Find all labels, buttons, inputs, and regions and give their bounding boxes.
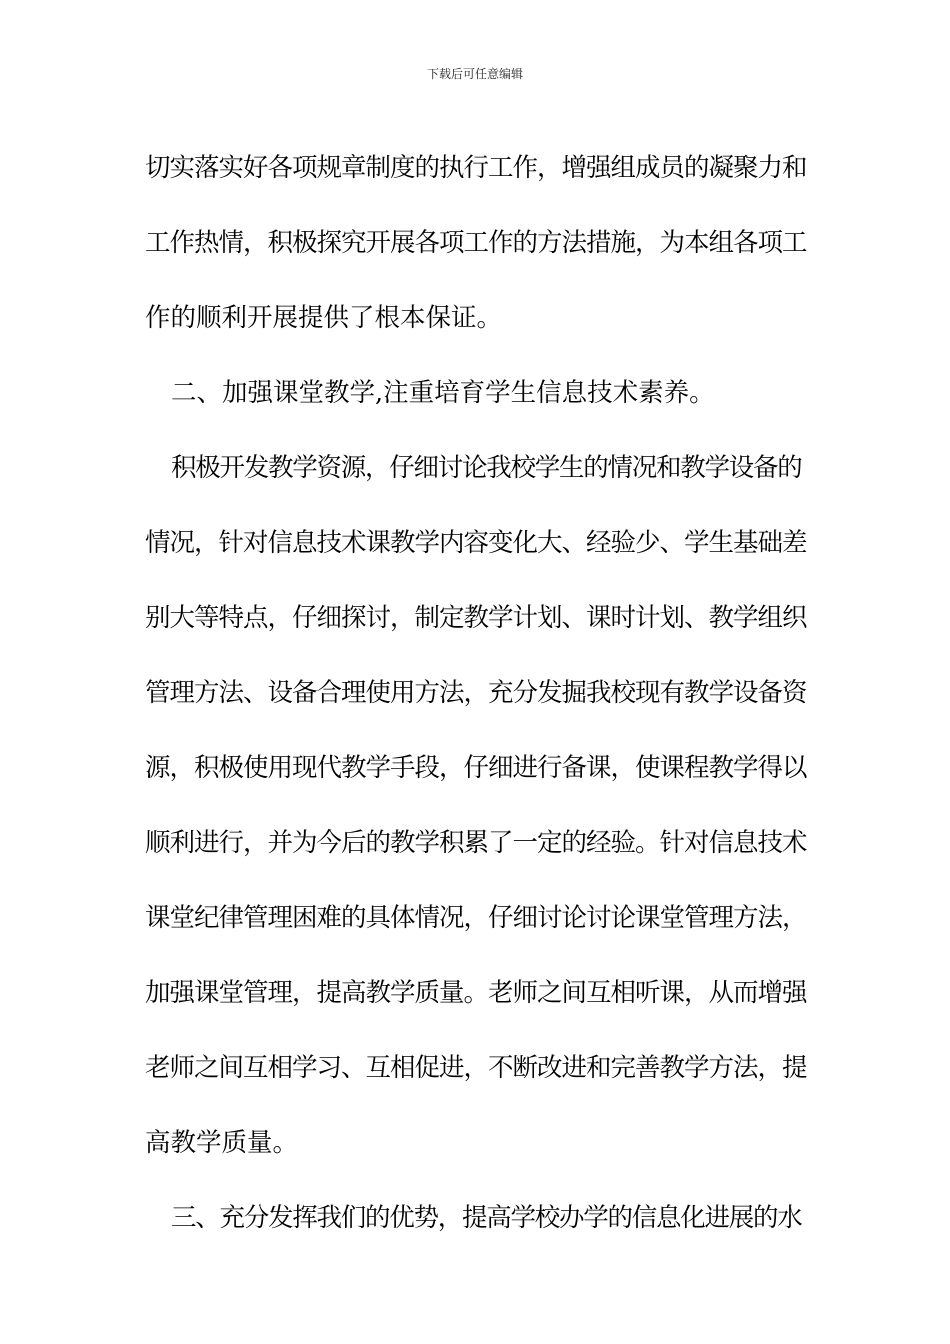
page-header-note: 下载后可任意编辑 (426, 67, 523, 81)
paragraph-line: 作的顺利开展提供了根本保证。 (145, 303, 503, 333)
paragraph-line: 老师之间互相学习、互相促进，不断改进和完善教学方法，提 (145, 1053, 807, 1083)
paragraph-line: 高教学质量。 (145, 1128, 299, 1158)
paragraph-line: 情况，针对信息技术课教学内容变化大、经验少、学生基础差 (145, 528, 807, 558)
document-body (145, 131, 807, 1256)
paragraph-line: 工作热情，积极探究开展各项工作的方法措施，为本组各项工 (145, 228, 807, 258)
paragraph-line: 管理方法、设备合理使用方法，充分发掘我校现有教学设备资 (145, 678, 807, 708)
section-heading: 三、充分发挥我们的优势，提高学校办学的信息化进展的水 (171, 1203, 802, 1233)
paragraph-line: 顺利进行，并为今后的教学积累了一定的经验。针对信息技术 (145, 828, 807, 858)
paragraph-line: 加强课堂管理，提高教学质量。老师之间互相听课，从而增强 (145, 978, 807, 1008)
paragraph-line: 课堂纪律管理困难的具体情况，仔细讨论讨论课堂管理方法， (145, 903, 807, 933)
paragraph-line: 别大等特点，仔细探讨，制定教学计划、课时计划、教学组织 (145, 603, 807, 633)
paragraph-line: 积极开发教学资源，仔细讨论我校学生的情况和教学设备的 (171, 453, 802, 483)
paragraph-line: 源，积极使用现代教学手段，仔细进行备课，使课程教学得以 (145, 753, 807, 783)
paragraph-line: 切实落实好各项规章制度的执行工作，增强组成员的凝聚力和 (145, 153, 807, 183)
section-heading: 二、加强课堂教学,注重培育学生信息技术素养。 (171, 378, 715, 408)
